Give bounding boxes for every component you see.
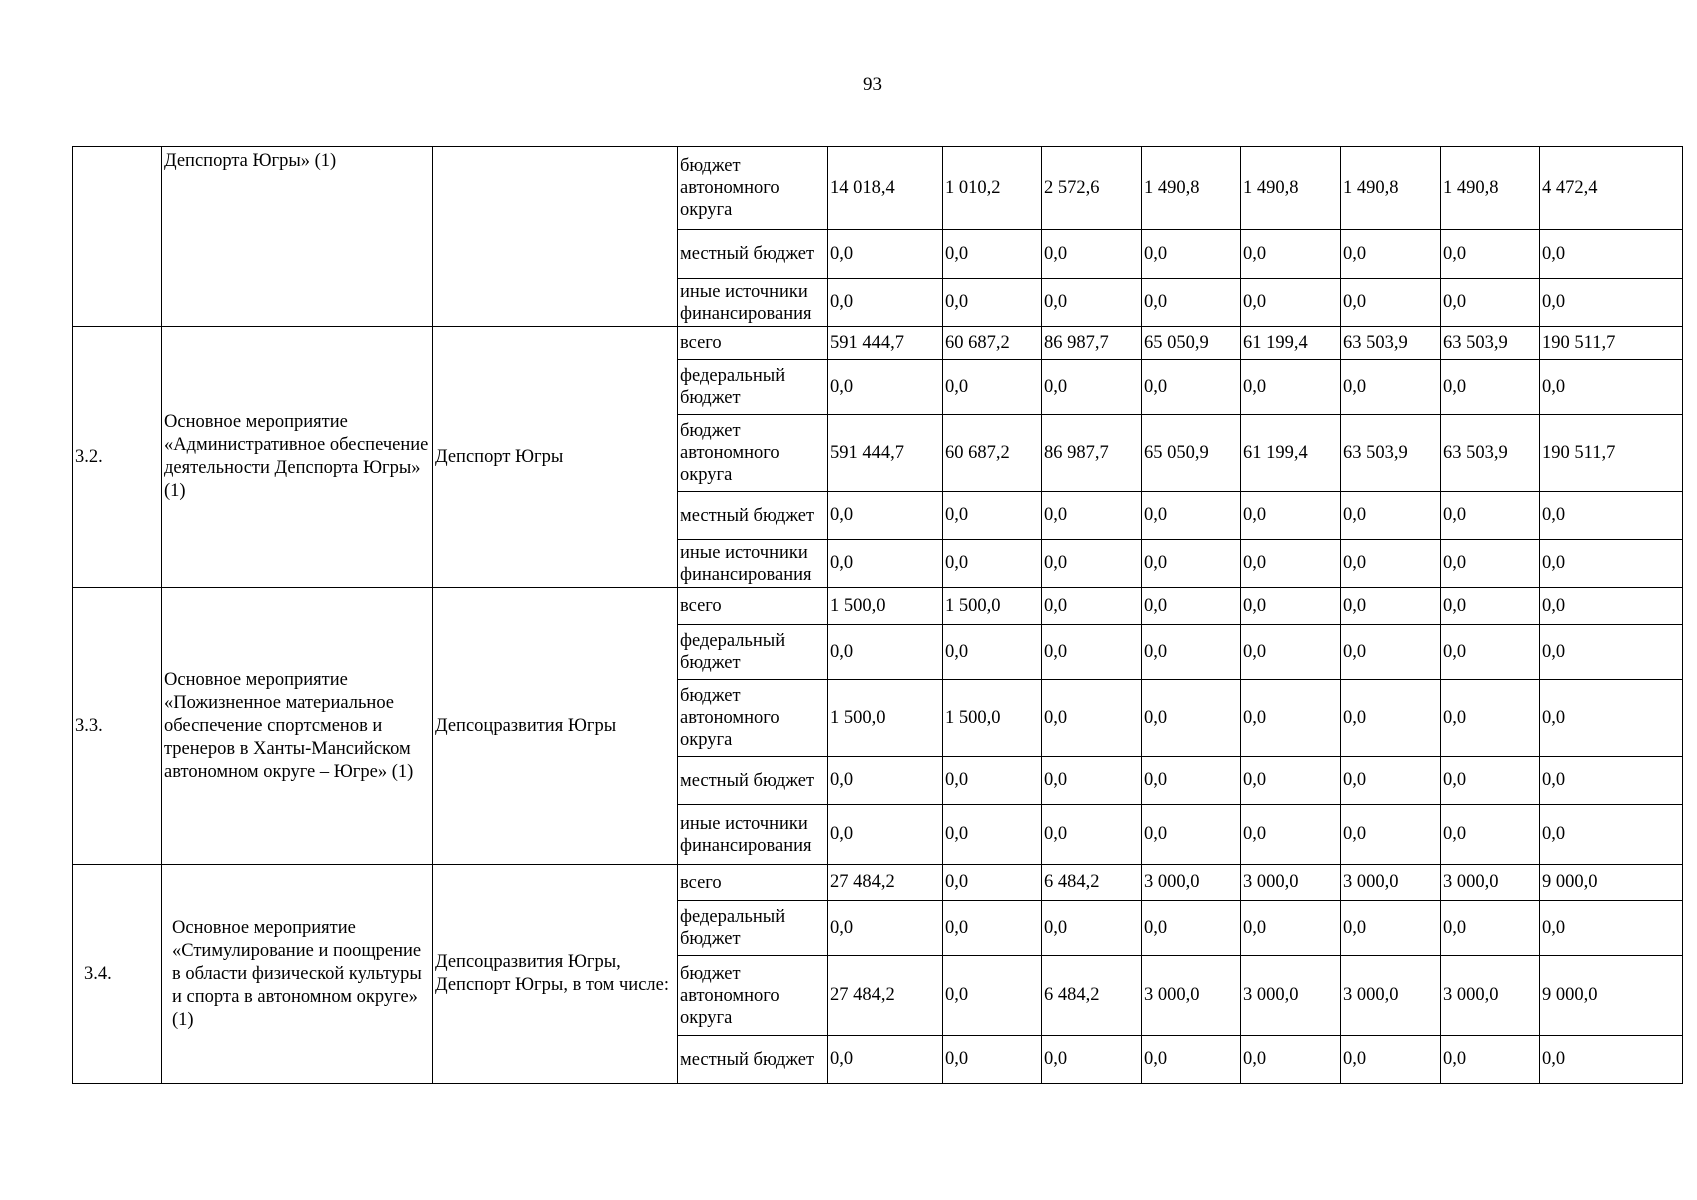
value-cell: 0,0 — [1241, 757, 1341, 805]
value-cell: 0,0 — [943, 625, 1042, 680]
value-cell: 0,0 — [1042, 360, 1142, 415]
funding-source: местный бюджет — [678, 230, 828, 279]
value-cell: 0,0 — [1540, 805, 1683, 865]
value-cell: 0,0 — [1241, 279, 1341, 327]
value-cell: 0,0 — [1042, 625, 1142, 680]
section-id — [73, 147, 162, 327]
value-cell: 0,0 — [1042, 279, 1142, 327]
value-cell: 591 444,7 — [828, 415, 943, 492]
value-cell: 0,0 — [943, 230, 1042, 279]
value-cell: 0,0 — [943, 360, 1042, 415]
value-cell: 6 484,2 — [1042, 956, 1142, 1036]
section-name: Депспорта Югры» (1) — [162, 147, 433, 327]
value-cell: 0,0 — [1441, 757, 1540, 805]
funding-source: федеральный бюджет — [678, 625, 828, 680]
value-cell: 0,0 — [1142, 805, 1241, 865]
value-cell: 0,0 — [1042, 588, 1142, 625]
value-cell: 0,0 — [1142, 540, 1241, 588]
value-cell: 0,0 — [1341, 588, 1441, 625]
value-cell: 0,0 — [1540, 901, 1683, 956]
value-cell: 0,0 — [1241, 1036, 1341, 1084]
value-cell: 0,0 — [943, 956, 1042, 1036]
funding-source: всего — [678, 588, 828, 625]
value-cell: 63 503,9 — [1341, 327, 1441, 360]
value-cell: 0,0 — [1441, 360, 1540, 415]
value-cell: 0,0 — [1042, 1036, 1142, 1084]
value-cell: 0,0 — [1341, 625, 1441, 680]
value-cell: 0,0 — [1540, 1036, 1683, 1084]
funding-source: иные источники финансирования — [678, 279, 828, 327]
value-cell: 591 444,7 — [828, 327, 943, 360]
funding-source: всего — [678, 865, 828, 901]
value-cell: 0,0 — [1441, 901, 1540, 956]
value-cell: 1 500,0 — [828, 588, 943, 625]
value-cell: 0,0 — [1341, 757, 1441, 805]
value-cell: 3 000,0 — [1241, 956, 1341, 1036]
funding-source: федеральный бюджет — [678, 360, 828, 415]
value-cell: 0,0 — [1441, 540, 1540, 588]
value-cell: 65 050,9 — [1142, 415, 1241, 492]
value-cell: 0,0 — [828, 279, 943, 327]
value-cell: 0,0 — [943, 540, 1042, 588]
value-cell: 0,0 — [1540, 230, 1683, 279]
value-cell: 0,0 — [828, 1036, 943, 1084]
value-cell: 0,0 — [1441, 230, 1540, 279]
value-cell: 27 484,2 — [828, 956, 943, 1036]
value-cell: 0,0 — [1241, 680, 1341, 757]
value-cell: 0,0 — [1540, 757, 1683, 805]
value-cell: 9 000,0 — [1540, 956, 1683, 1036]
value-cell: 0,0 — [1540, 360, 1683, 415]
value-cell: 0,0 — [943, 279, 1042, 327]
page-number: 93 — [863, 74, 882, 95]
value-cell: 0,0 — [828, 625, 943, 680]
value-cell: 61 199,4 — [1241, 415, 1341, 492]
value-cell: 0,0 — [1540, 279, 1683, 327]
value-cell: 3 000,0 — [1142, 865, 1241, 901]
value-cell: 0,0 — [943, 805, 1042, 865]
value-cell: 0,0 — [1441, 625, 1540, 680]
value-cell: 3 000,0 — [1441, 865, 1540, 901]
value-cell: 1 500,0 — [943, 680, 1042, 757]
value-cell: 0,0 — [1142, 588, 1241, 625]
value-cell: 0,0 — [1441, 1036, 1540, 1084]
value-cell: 63 503,9 — [1441, 415, 1540, 492]
value-cell: 1 490,8 — [1441, 147, 1540, 230]
funding-source: местный бюджет — [678, 1036, 828, 1084]
value-cell: 0,0 — [1241, 625, 1341, 680]
value-cell: 0,0 — [1042, 540, 1142, 588]
value-cell: 1 010,2 — [943, 147, 1042, 230]
section-id: 3.4. — [73, 865, 162, 1084]
funding-source: бюджет автономного округа — [678, 956, 828, 1036]
value-cell: 4 472,4 — [1540, 147, 1683, 230]
value-cell: 0,0 — [828, 757, 943, 805]
funding-source: бюджет автономного округа — [678, 680, 828, 757]
value-cell: 9 000,0 — [1540, 865, 1683, 901]
value-cell: 0,0 — [1241, 360, 1341, 415]
value-cell: 3 000,0 — [1142, 956, 1241, 1036]
value-cell: 60 687,2 — [943, 415, 1042, 492]
funding-source: бюджет автономного округа — [678, 147, 828, 230]
value-cell: 0,0 — [1241, 492, 1341, 540]
value-cell: 27 484,2 — [828, 865, 943, 901]
value-cell: 0,0 — [1341, 360, 1441, 415]
value-cell: 3 000,0 — [1441, 956, 1540, 1036]
value-cell: 86 987,7 — [1042, 327, 1142, 360]
value-cell: 0,0 — [1341, 279, 1441, 327]
value-cell: 0,0 — [1142, 1036, 1241, 1084]
financing-table — [72, 146, 1683, 1084]
funding-source: федеральный бюджет — [678, 901, 828, 956]
value-cell: 63 503,9 — [1441, 327, 1540, 360]
section-executor: Депспорт Югры — [433, 327, 678, 588]
funding-source: иные источники финансирования — [678, 805, 828, 865]
value-cell: 0,0 — [1540, 492, 1683, 540]
value-cell: 0,0 — [1441, 588, 1540, 625]
value-cell: 3 000,0 — [1341, 956, 1441, 1036]
value-cell: 0,0 — [1341, 1036, 1441, 1084]
value-cell: 0,0 — [1142, 492, 1241, 540]
value-cell: 0,0 — [1241, 540, 1341, 588]
value-cell: 0,0 — [1441, 805, 1540, 865]
value-cell: 1 490,8 — [1142, 147, 1241, 230]
value-cell: 0,0 — [1441, 492, 1540, 540]
value-cell: 0,0 — [1142, 625, 1241, 680]
value-cell: 0,0 — [943, 757, 1042, 805]
value-cell: 0,0 — [1142, 901, 1241, 956]
funding-source: иные источники финансирования — [678, 540, 828, 588]
section-executor: Депсоцразвития Югры, Депспорт Югры, в том числе: — [433, 865, 678, 1084]
value-cell: 0,0 — [1241, 805, 1341, 865]
value-cell: 0,0 — [1142, 680, 1241, 757]
value-cell: 0,0 — [943, 901, 1042, 956]
value-cell: 0,0 — [828, 492, 943, 540]
value-cell: 2 572,6 — [1042, 147, 1142, 230]
value-cell: 0,0 — [828, 360, 943, 415]
value-cell: 6 484,2 — [1042, 865, 1142, 901]
value-cell: 0,0 — [828, 230, 943, 279]
value-cell: 0,0 — [1540, 540, 1683, 588]
value-cell: 0,0 — [1042, 805, 1142, 865]
value-cell: 65 050,9 — [1142, 327, 1241, 360]
section-executor — [433, 147, 678, 327]
funding-source: местный бюджет — [678, 492, 828, 540]
value-cell: 0,0 — [1142, 230, 1241, 279]
value-cell: 0,0 — [828, 540, 943, 588]
value-cell: 190 511,7 — [1540, 415, 1683, 492]
value-cell: 0,0 — [1540, 680, 1683, 757]
table-row — [73, 588, 1683, 625]
value-cell: 1 490,8 — [1241, 147, 1341, 230]
value-cell: 1 500,0 — [828, 680, 943, 757]
section-name: Основное мероприятие «Пожизненное материальное обеспечение спортсменов и тренеров в Ханты-Мансийском автономном округе – Югре» (1) — [162, 588, 433, 865]
value-cell: 190 511,7 — [1540, 327, 1683, 360]
value-cell: 61 199,4 — [1241, 327, 1341, 360]
value-cell: 0,0 — [1441, 680, 1540, 757]
value-cell: 0,0 — [1142, 279, 1241, 327]
table-row — [73, 865, 1683, 901]
value-cell: 0,0 — [1341, 230, 1441, 279]
value-cell: 0,0 — [943, 492, 1042, 540]
table-row — [73, 147, 1683, 230]
value-cell: 0,0 — [1341, 805, 1441, 865]
section-name: Основное мероприятие «Стимулирование и поощрение в области физической культуры и спорта в автономном округе» (1) — [162, 865, 433, 1084]
value-cell: 0,0 — [1540, 588, 1683, 625]
value-cell: 0,0 — [1241, 901, 1341, 956]
value-cell: 0,0 — [1241, 588, 1341, 625]
section-name: Основное мероприятие «Административное обеспечение деятельности Депспорта Югры» (1) — [162, 327, 433, 588]
value-cell: 60 687,2 — [943, 327, 1042, 360]
value-cell: 3 000,0 — [1341, 865, 1441, 901]
value-cell: 0,0 — [1341, 540, 1441, 588]
value-cell: 0,0 — [1142, 757, 1241, 805]
funding-source: всего — [678, 327, 828, 360]
value-cell: 3 000,0 — [1241, 865, 1341, 901]
value-cell: 63 503,9 — [1341, 415, 1441, 492]
section-id: 3.3. — [73, 588, 162, 865]
value-cell: 0,0 — [1341, 492, 1441, 540]
value-cell: 0,0 — [1341, 680, 1441, 757]
value-cell: 14 018,4 — [828, 147, 943, 230]
value-cell: 0,0 — [828, 901, 943, 956]
value-cell: 0,0 — [1540, 625, 1683, 680]
section-executor: Депсоцразвития Югры — [433, 588, 678, 865]
funding-source: бюджет автономного округа — [678, 415, 828, 492]
value-cell: 0,0 — [1042, 230, 1142, 279]
value-cell: 0,0 — [1142, 360, 1241, 415]
value-cell: 0,0 — [1042, 680, 1142, 757]
value-cell: 0,0 — [1441, 279, 1540, 327]
value-cell: 0,0 — [943, 1036, 1042, 1084]
value-cell: 0,0 — [1241, 230, 1341, 279]
value-cell: 0,0 — [1042, 757, 1142, 805]
value-cell: 0,0 — [943, 865, 1042, 901]
section-id: 3.2. — [73, 327, 162, 588]
value-cell: 0,0 — [828, 805, 943, 865]
value-cell: 0,0 — [1341, 901, 1441, 956]
value-cell: 0,0 — [1042, 492, 1142, 540]
value-cell: 0,0 — [1042, 901, 1142, 956]
value-cell: 86 987,7 — [1042, 415, 1142, 492]
value-cell: 1 490,8 — [1341, 147, 1441, 230]
funding-source: местный бюджет — [678, 757, 828, 805]
value-cell: 1 500,0 — [943, 588, 1042, 625]
table-row — [73, 327, 1683, 360]
